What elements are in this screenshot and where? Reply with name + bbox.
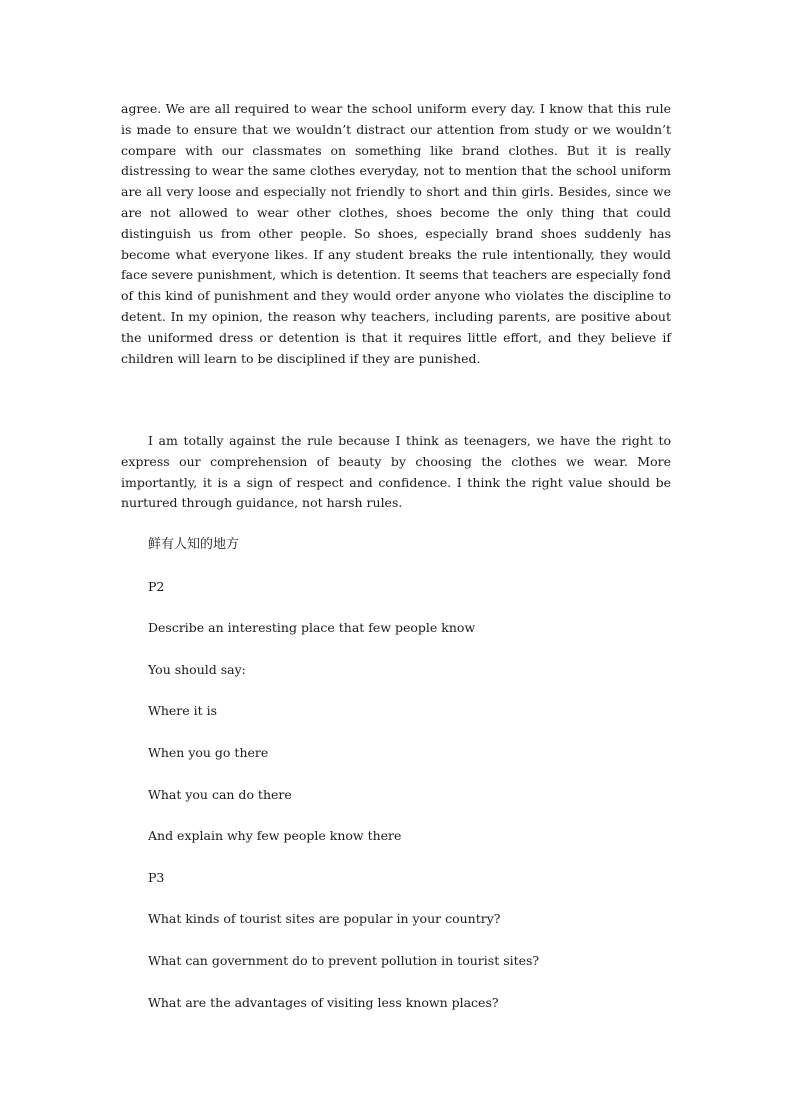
part3-question-2: What can government do to prevent pollution in tourist sites?: [148, 952, 540, 968]
essay-paragraph-1: agree. We are all required to wear the school uniform every day. I know that this rule is made to ensure that we wouldn’t distract our attention from study or we wouldn’t compare with our classmates on something like brand clothes. But it is really distressing to wear the same clothes everyday, not to mention that the school uniform are all very loose and especially not friendly to short and thin girls. Besides, since we are not allowed to wear other clothes, shoes become the only thing that could distinguish us from other people. So shoes, especially brand shoes suddenly has become what everyone likes. If any student breaks the rule intentionally, they would face severe punishment, which is detention. It seems that teachers are especially fond of this kind of punishment and they would order anyone who violates the discipline to detent. In my opinion, the reason why teachers, including parents, are positive about the uniformed dress or detention is that it requires little effort, and they believe if children will learn to be disciplined if they are punished.: [121, 101, 671, 366]
part3-question-3: What are the advantages of visiting less known places?: [148, 994, 499, 1010]
part2-label: P2: [148, 578, 165, 594]
you-should-say-label: You should say:: [148, 661, 246, 677]
cue-prompt-explain: And explain why few people know there: [148, 828, 402, 844]
part3-question-1: What kinds of tourist sites are popular in your country?: [148, 911, 501, 927]
cue-prompt-when: When you go there: [148, 744, 269, 760]
essay-section: [121, 99, 671, 369]
essay-conclusion-section: [121, 431, 671, 514]
essay-paragraph-2: I am totally against the rule because I think as teenagers, we have the right to express our comprehension of beauty by choosing the clothes we wear. More importantly, it is a sign of respect and confidence. I think the right value should be nurtured through guidance, not harsh rules.: [121, 433, 671, 511]
topic-title: 鲜有人知的地方: [148, 537, 240, 552]
part3-label: P3: [148, 869, 165, 885]
cue-prompt-what: What you can do there: [148, 786, 292, 802]
cue-card-description: Describe an interesting place that few people know: [148, 620, 476, 636]
cue-prompt-where: Where it is: [148, 703, 218, 719]
topic-section: [148, 535, 668, 1034]
